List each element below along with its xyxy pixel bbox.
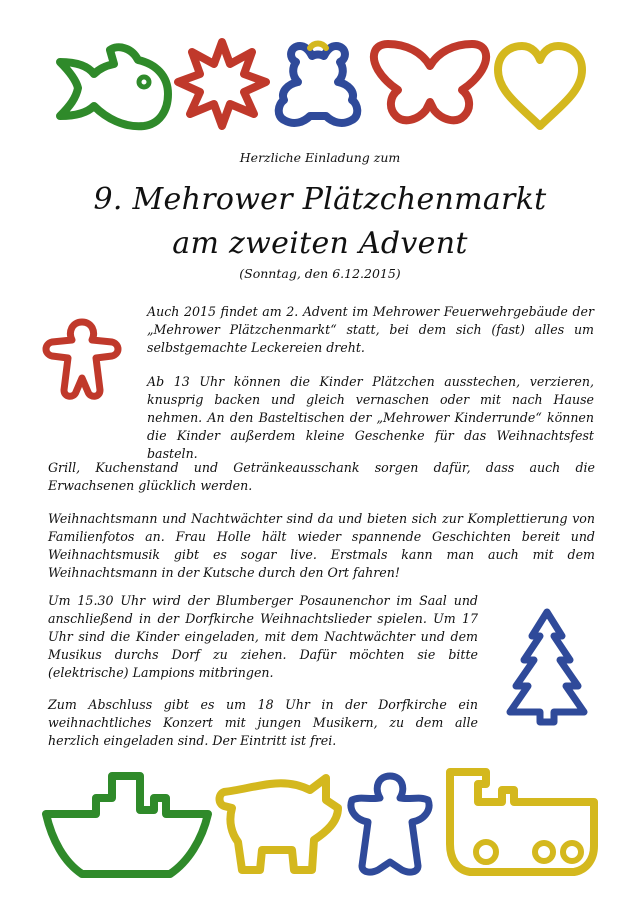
angel-cutter-icon <box>342 770 438 882</box>
fish-cutter-icon <box>52 42 172 134</box>
paragraph-choir: Um 15.30 Uhr wird der Blumberger Posaunenchor im Saal und anschließend in der Dorfkirche Weihnachtslieder spielen. Um 17 Uhr sind die Kinder eingeladen, mit dem Nachtwächter und dem Musikus durchs Dorf zu ziehen. Dafür möchten sie bitte (elektrische) Lampions mitbringen. <box>48 593 478 680</box>
bottom-cookie-cutter-row <box>0 762 640 882</box>
title-line-1: 9. Mehrower Plätzchenmarkt <box>93 182 547 217</box>
invitation-line: Herzliche Einladung zum <box>239 150 401 165</box>
paragraph-children: Ab 13 Uhr können die Kinder Plätzchen ausstechen, verzieren, knusprig backen und gleich vernaschen oder mit nach Hause nehmen. An den Basteltischen der „Mehrower Kinderrunde“ können die Kinder außerdem kleine Geschenke für das Weihnachtsfest basteln. <box>147 374 594 461</box>
butterfly-cutter-icon <box>368 40 492 128</box>
teddy-bear-cutter-icon <box>270 40 366 132</box>
christmas-tree-cutter-icon <box>506 608 588 726</box>
locomotive-cutter-icon <box>444 768 600 882</box>
paragraph-intro: Auch 2015 findet am 2. Advent im Mehrower Feuerwehrgebäude der „Mehrower Plätzchenmarkt“ statt, bei dem sich (fast) alles um selbstgemachte Leckereien dreht. <box>147 304 594 355</box>
title-line-2: am zweiten Advent <box>172 226 468 261</box>
paragraph-concert: Zum Abschluss gibt es um 18 Uhr in der Dorfkirche ein weihnachtliches Konzert mit jungen Musikern, zu dem alle herzlich eingeladen sind. Der Eintritt ist frei. <box>48 697 478 748</box>
star-cutter-icon <box>176 38 268 130</box>
gingerbread-man-cutter-icon <box>38 318 126 402</box>
page-title <box>0 178 640 266</box>
paragraph-food: Grill, Kuchenstand und Getränkeausschank sorgen dafür, dass auch die Erwachsenen glücklich werden. <box>48 460 595 493</box>
top-cookie-cutter-row <box>0 30 640 140</box>
pig-cutter-icon <box>214 770 344 882</box>
heart-cutter-icon <box>492 42 588 130</box>
event-date: (Sonntag, den 6.12.2015) <box>239 266 401 281</box>
paragraph-santa: Weihnachtsmann und Nachtwächter sind da und bieten sich zur Komplettierung von Familienfotos an. Frau Holle hält wieder spannende Geschichten bereit und Weihnachtsmusik gibt es sogar live. Erstmals kann man auch mit dem Weihnachtsmann in der Kutsche durch den Ort fahren! <box>48 511 595 580</box>
ship-cutter-icon <box>42 770 214 882</box>
